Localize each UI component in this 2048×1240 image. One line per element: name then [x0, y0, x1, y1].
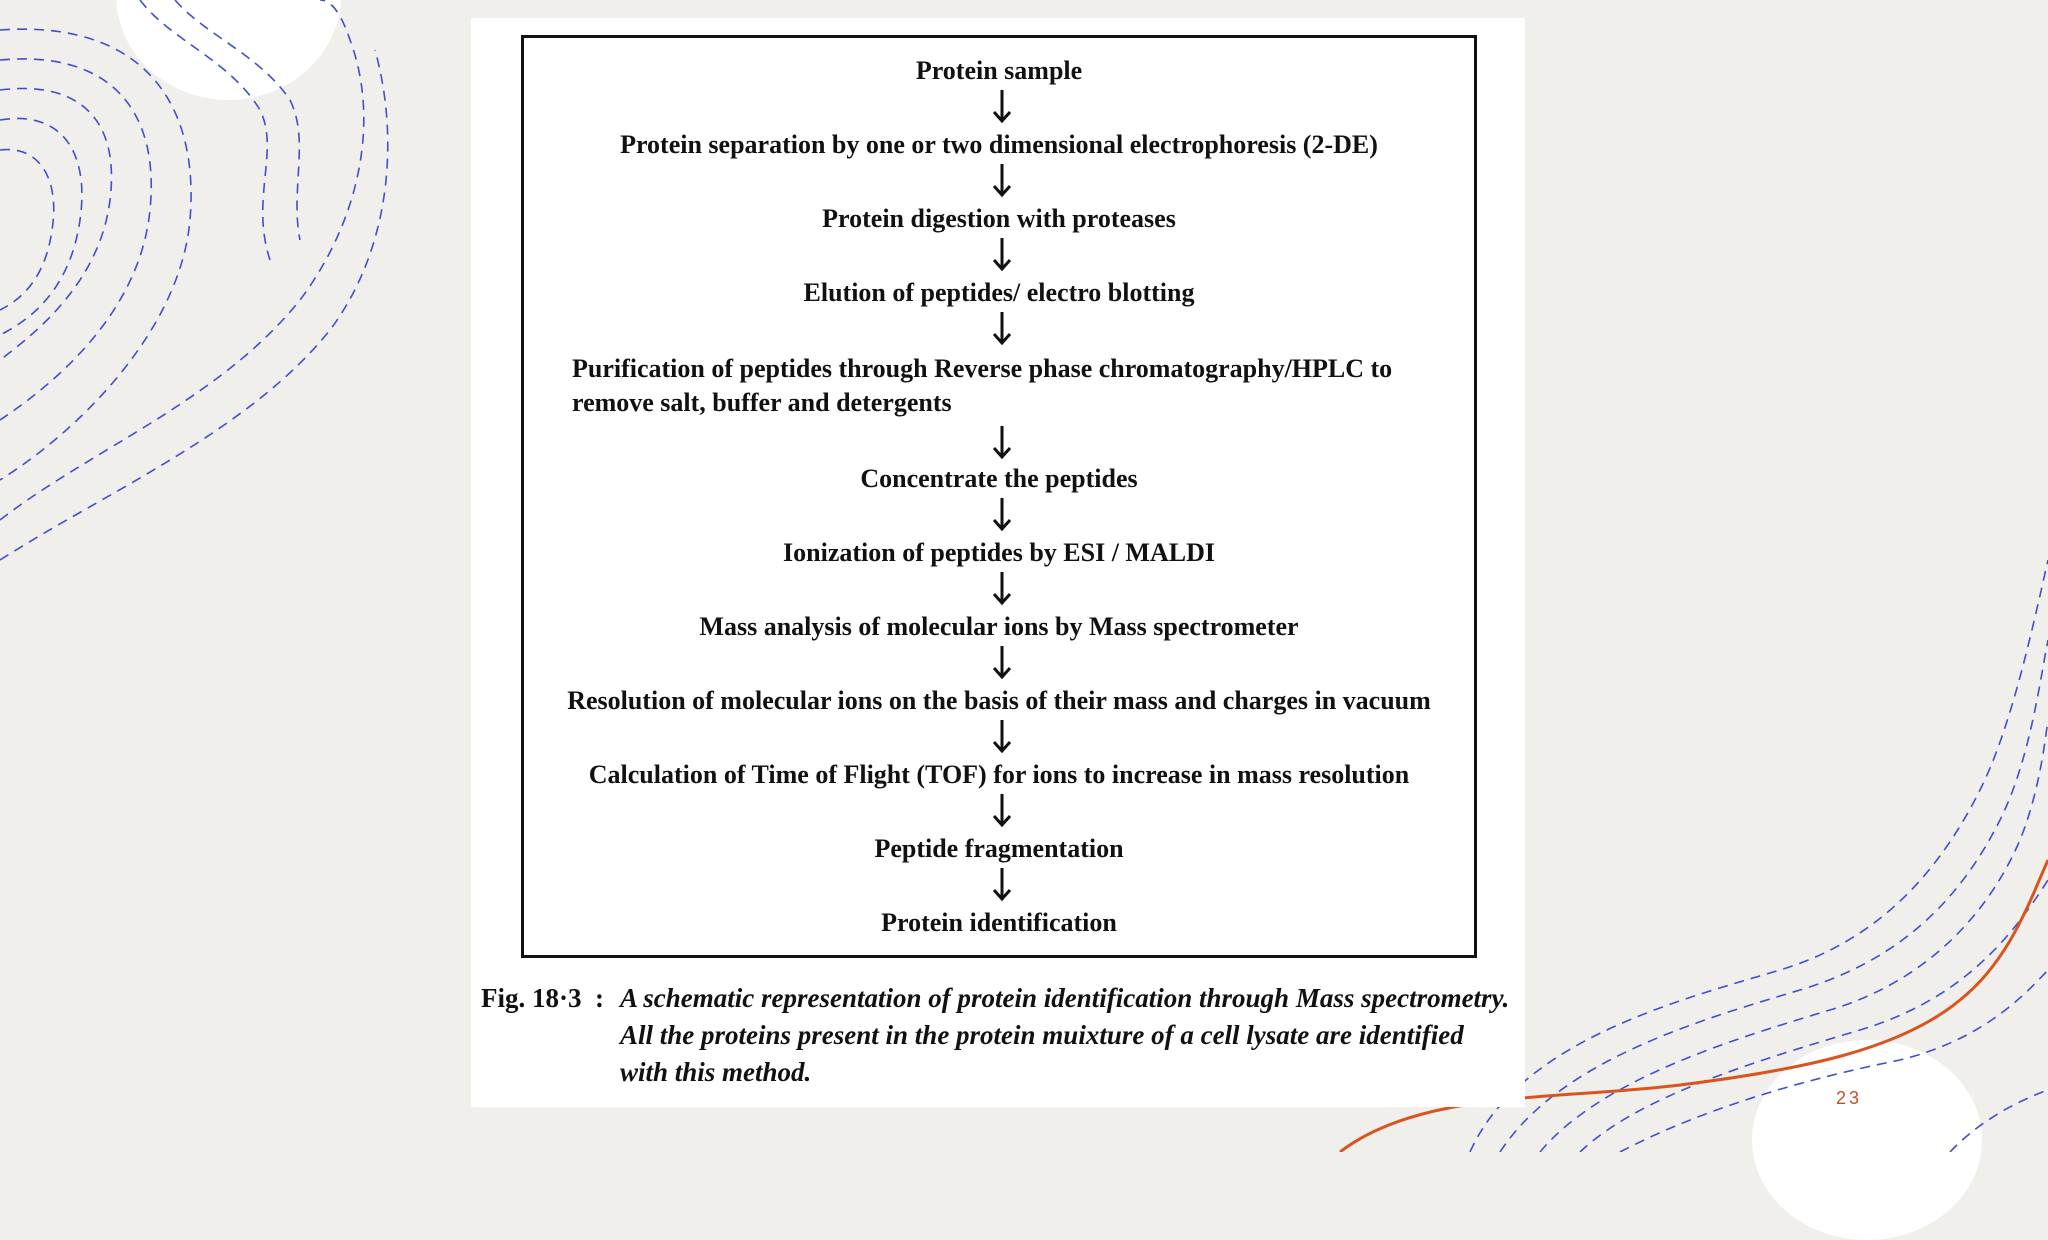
down-arrow-icon [990, 570, 1014, 606]
step-peptide-fragmentation: Peptide fragmentation [874, 834, 1124, 863]
step-resolution: Resolution of molecular ions on the basis of their mass and charges in vacuum [567, 686, 1431, 715]
down-arrow-icon [990, 718, 1014, 754]
down-arrow-icon [990, 644, 1014, 680]
step-elution: Elution of peptides/ electro blotting [803, 278, 1195, 307]
step-ionization: Ionization of peptides by ESI / MALDI [783, 538, 1215, 567]
down-arrow-icon [990, 496, 1014, 532]
step-purification: Purification of peptides through Reverse phase chromatography/HPLC to remove salt, buffer and detergents [572, 354, 1393, 417]
slide-page-number: 23 [1836, 1088, 1863, 1108]
down-arrow-icon [990, 424, 1014, 460]
step-concentrate: Concentrate the peptides [860, 464, 1138, 493]
caption-text: A schematic representation of protein identification through Mass spectrometry. All the proteins present in the protein muixture of a cell lysate are identified with this method. [620, 983, 1510, 1087]
step-protein-digestion: Protein digestion with proteases [822, 204, 1176, 233]
step-protein-identification: Protein identification [881, 908, 1117, 937]
step-time-of-flight: Calculation of Time of Flight (TOF) for ions to increase in mass resolution [588, 760, 1410, 789]
caption-separator: : [595, 983, 604, 1013]
figure-image [471, 18, 1525, 1107]
down-arrow-icon [990, 88, 1014, 124]
down-arrow-icon [990, 236, 1014, 272]
caption-label: Fig. 18·3 [481, 983, 582, 1013]
step-protein-separation: Protein separation by one or two dimensional electrophoresis (2-DE) [620, 130, 1378, 159]
down-arrow-icon [990, 310, 1014, 346]
down-arrow-icon [990, 792, 1014, 828]
flowchart-box [521, 35, 1477, 958]
step-mass-analysis: Mass analysis of molecular ions by Mass spectrometer [699, 612, 1299, 641]
down-arrow-icon [990, 162, 1014, 198]
step-protein-sample: Protein sample [915, 56, 1083, 85]
down-arrow-icon [990, 866, 1014, 902]
